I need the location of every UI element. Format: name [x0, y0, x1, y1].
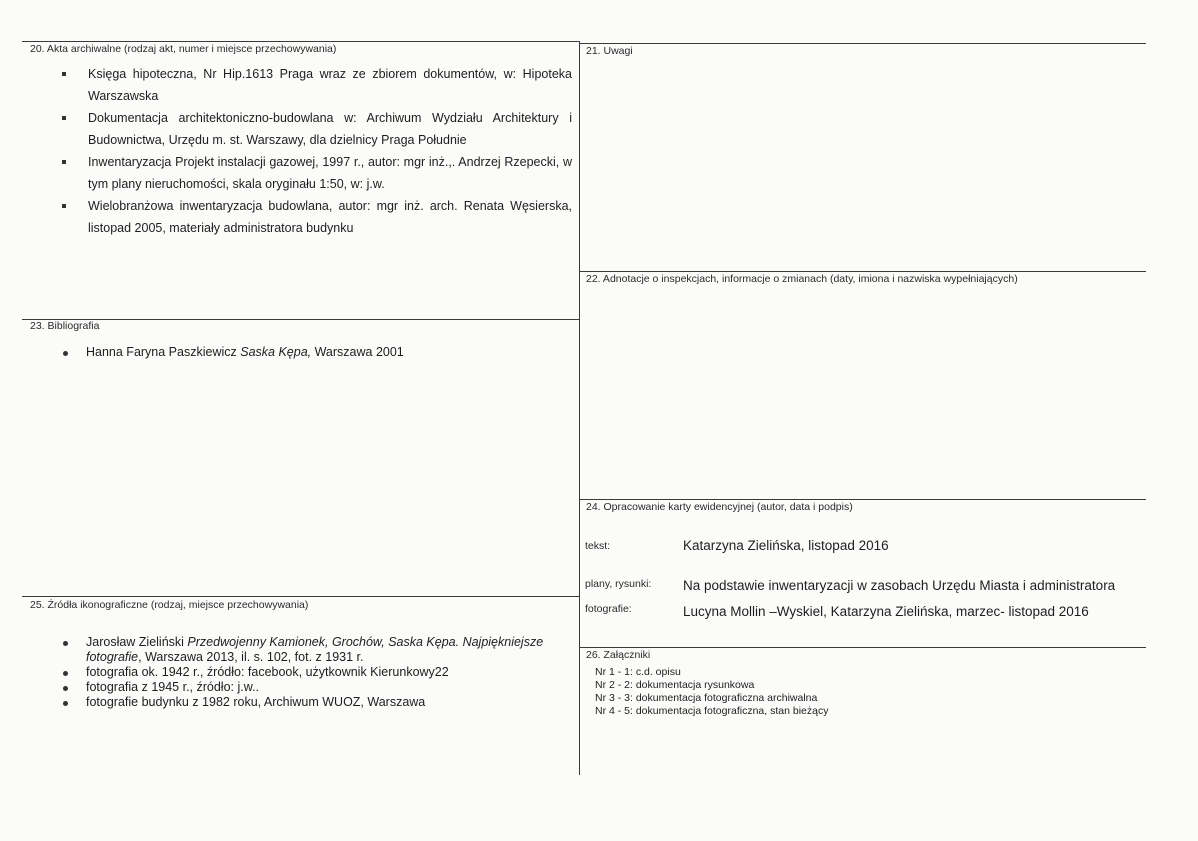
attachments-list [595, 666, 828, 718]
list-item: Księga hipoteczna, Nr Hip.1613 Praga wraz ze zbiorem dokumentów, w: Hipoteka Warszawska [62, 63, 572, 107]
plans-value: Na podstawie inwentaryzacji w zasobach Urzędu Miasta i administratora [683, 578, 1116, 593]
list-item: fotografia ok. 1942 r., źródło: facebook, użytkownik Kierunkowy22 [62, 665, 562, 680]
section-22-label: 22. Adnotacje o inspekcjach, informacje o zmianach (daty, imiona i nazwiska wypełniających) [586, 273, 1018, 285]
photos-label: fotografie: [585, 603, 632, 615]
section-20-label: 20. Akta archiwalne (rodzaj akt, numer i miejsce przechowywania) [30, 43, 337, 55]
plans-label: plany, rysunki: [585, 578, 652, 590]
section-25-label: 25. Źródła ikonograficzne (rodzaj, miejsce przechowywania) [30, 599, 309, 611]
source-rest: , Warszawa 2013, il. s. 102, fot. z 1931 r. [138, 650, 364, 664]
archival-records-list [62, 63, 572, 239]
top-border-right [580, 43, 1146, 44]
divider-25 [22, 596, 580, 597]
list-item: fotografie budynku z 1982 roku, Archiwum WUOZ, Warszawa [62, 695, 562, 710]
bibliography-title: Saska Kępa, [240, 345, 312, 359]
text-author-label: tekst: [585, 540, 611, 552]
source-author: Jarosław Zieliński [86, 635, 188, 649]
section-26-label: 26. Załączniki [586, 649, 651, 661]
list-item: Dokumentacja architektoniczno-budowlana w: Archiwum Wydziału Architektury i Budownictwa, Urzędu m. st. Warszawy, dla dzielnicy Praga Południe [62, 107, 572, 151]
list-item: Nr 2 - 2: dokumentacja rysunkowa [595, 679, 755, 691]
list-item: fotografia z 1945 r., źródło: j.w.. [62, 680, 562, 695]
bibliography-rest: Warszawa 2001 [311, 345, 404, 359]
divider-26 [580, 647, 1146, 648]
section-23-label: 23. Bibliografia [30, 320, 100, 332]
divider-24 [580, 499, 1146, 500]
text-author-value: Katarzyna Zielińska, listopad 2016 [683, 538, 889, 553]
photos-value: Lucyna Mollin –Wyskiel, Katarzyna Zielińska, marzec- listopad 2016 [683, 604, 1089, 619]
list-item [62, 635, 562, 665]
source-title: Przedwojenny Kamionek, Grochów, Saska Kępa. Najpiękniejsze fotografie [86, 635, 544, 664]
bibliography-author: Hanna Faryna Paszkiewicz [86, 345, 241, 359]
section-24-label: 24. Opracowanie karty ewidencyjnej (autor, data i podpis) [586, 501, 853, 513]
list-item: Nr 1 - 1: c.d. opisu [595, 666, 681, 678]
list-item: Wielobranżowa inwentaryzacja budowlana, autor: mgr inż. arch. Renata Węsierska, listopad 2005, materiały administratora budynku [62, 195, 572, 239]
iconographic-sources-list [62, 635, 562, 710]
divider-23 [22, 319, 580, 320]
list-item: Nr 3 - 3: dokumentacja fotograficzna archiwalna [595, 692, 818, 704]
top-border-left [22, 41, 580, 42]
list-item [62, 345, 404, 359]
section-21-label: 21. Uwagi [586, 45, 633, 57]
divider-22 [580, 271, 1146, 272]
bibliography-list [62, 345, 404, 359]
center-divider [579, 41, 580, 775]
list-item: Nr 4 - 5: dokumentacja fotograficzna, stan bieżący [595, 705, 829, 717]
list-item: Inwentaryzacja Projekt instalacji gazowej, 1997 r., autor: mgr inż.,. Andrzej Rzepecki, w tym plany nieruchomości, skala oryginału 1:50, w: j.w. [62, 151, 572, 195]
